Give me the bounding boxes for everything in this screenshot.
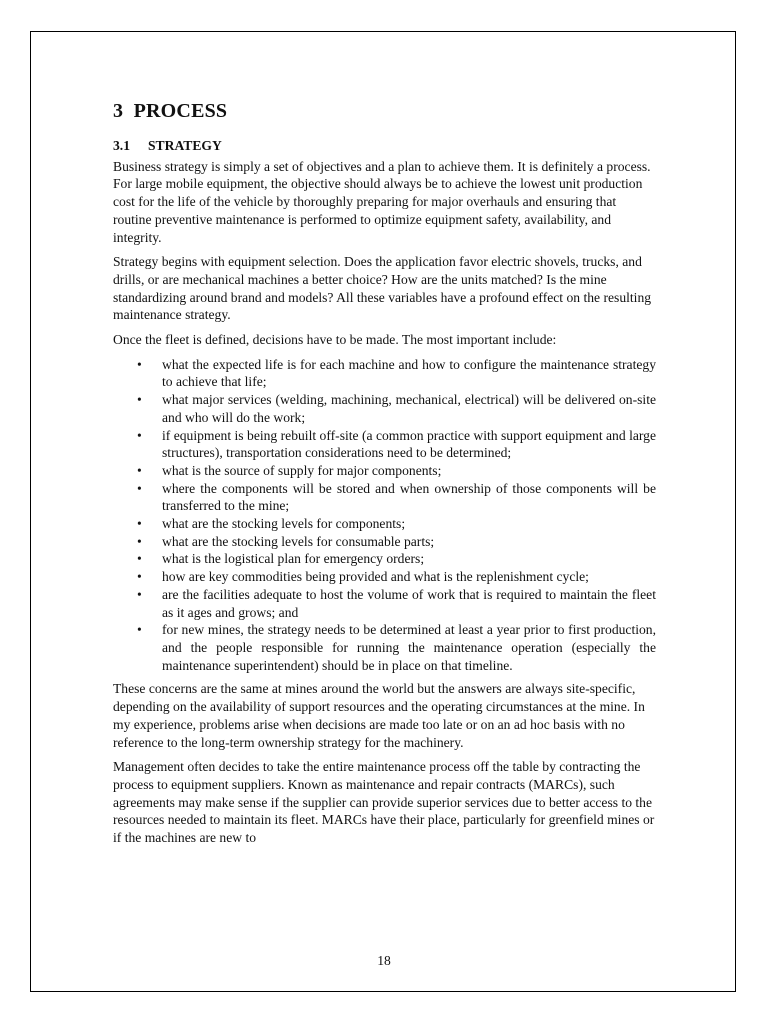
decision-list	[113, 356, 656, 675]
paragraph-marcs: Management often decides to take the entire maintenance process off the table by contracting the process to equipment suppliers. Known as maintenance and repair contracts (MARCs), such agreements may make sense if the supplier can provide superior services due to better access to the resources needed to maintain its fleet. MARCs have their place, particularly for greenfield mines or if the machines are new to	[113, 759, 655, 846]
list-item: • what major services (welding, machining, mechanical, electrical) will be delivered on-site and who will do the work;	[137, 392, 656, 425]
list-item: • where the components will be stored and when ownership of those components will be transferred to the mine;	[137, 480, 656, 514]
bullet-icon: •	[137, 427, 142, 443]
list-item: • if equipment is being rebuilt off-site (a common practice with support equipment and large structures), transportation considerations need to be determined;	[137, 427, 656, 461]
list-item: • what are the stocking levels for components;	[137, 516, 406, 532]
section-heading	[113, 137, 656, 155]
bullet-icon: •	[137, 533, 142, 549]
bullet-icon: •	[137, 356, 142, 372]
chapter-number: 3	[113, 100, 124, 122]
list-item: • are the facilities adequate to host the volume of work that is required to maintain the fleet as it ages and grows; and	[137, 586, 656, 620]
bullet-icon: •	[137, 569, 142, 585]
page-content	[113, 98, 656, 854]
paragraph-site-specific: These concerns are the same at mines around the world but the answers are always site-specific, depending on the availability of support resources and the operating circumstances at the mine. In my experience, problems arise when decisions are made too late or on an ad hoc basis with no reference to the long-term ownership strategy for the machinery.	[113, 681, 645, 750]
bullet-icon: •	[137, 622, 142, 638]
bullet-icon: •	[137, 462, 142, 478]
bullet-icon: •	[137, 392, 142, 408]
bullet-icon: •	[137, 480, 142, 496]
list-item: • for new mines, the strategy needs to be determined at least a year prior to first production, and the people responsible for running the maintenance operation (especially the maintenance superintendent) should be in place on that timeline.	[137, 622, 656, 673]
bullet-icon: •	[137, 551, 142, 567]
section-title: STRATEGY	[148, 138, 222, 153]
list-item: • what is the source of supply for major components;	[137, 462, 442, 478]
chapter-title: PROCESS	[133, 100, 228, 122]
paragraph-business-strategy: Business strategy is simply a set of objectives and a plan to achieve them. It is definitely a process. For large mobile equipment, the objective should always be to achieve the lowest unit production cost for the life of the vehicle by thoroughly preparing for major overhauls and ensuring that routine preventive maintenance is performed to optimize equipment safety, availability, and integrity.	[113, 158, 651, 245]
section-number: 3.1	[113, 138, 130, 153]
bullet-icon: •	[137, 586, 142, 602]
paragraph-fleet-decisions: Once the fleet is defined, decisions have to be made. The most important include:	[113, 332, 557, 348]
page-number: 18	[377, 953, 391, 968]
list-item: • how are key commodities being provided and what is the replenishment cycle;	[137, 569, 589, 585]
paragraph-equipment-selection: Strategy begins with equipment selection. Does the application favor electric shovels, trucks, and drills, or are mechanical machines a better choice? How are the units matched? Is the mine standardizing around brand and models? All these variables have a profound effect on the resulting maintenance strategy.	[113, 254, 652, 323]
bullet-icon: •	[137, 516, 142, 532]
list-item: • what the expected life is for each machine and how to configure the maintenance strategy to achieve that life;	[137, 356, 656, 390]
list-item: • what is the logistical plan for emergency orders;	[137, 551, 425, 567]
chapter-heading	[113, 98, 656, 124]
list-item: • what are the stocking levels for consumable parts;	[137, 533, 435, 549]
